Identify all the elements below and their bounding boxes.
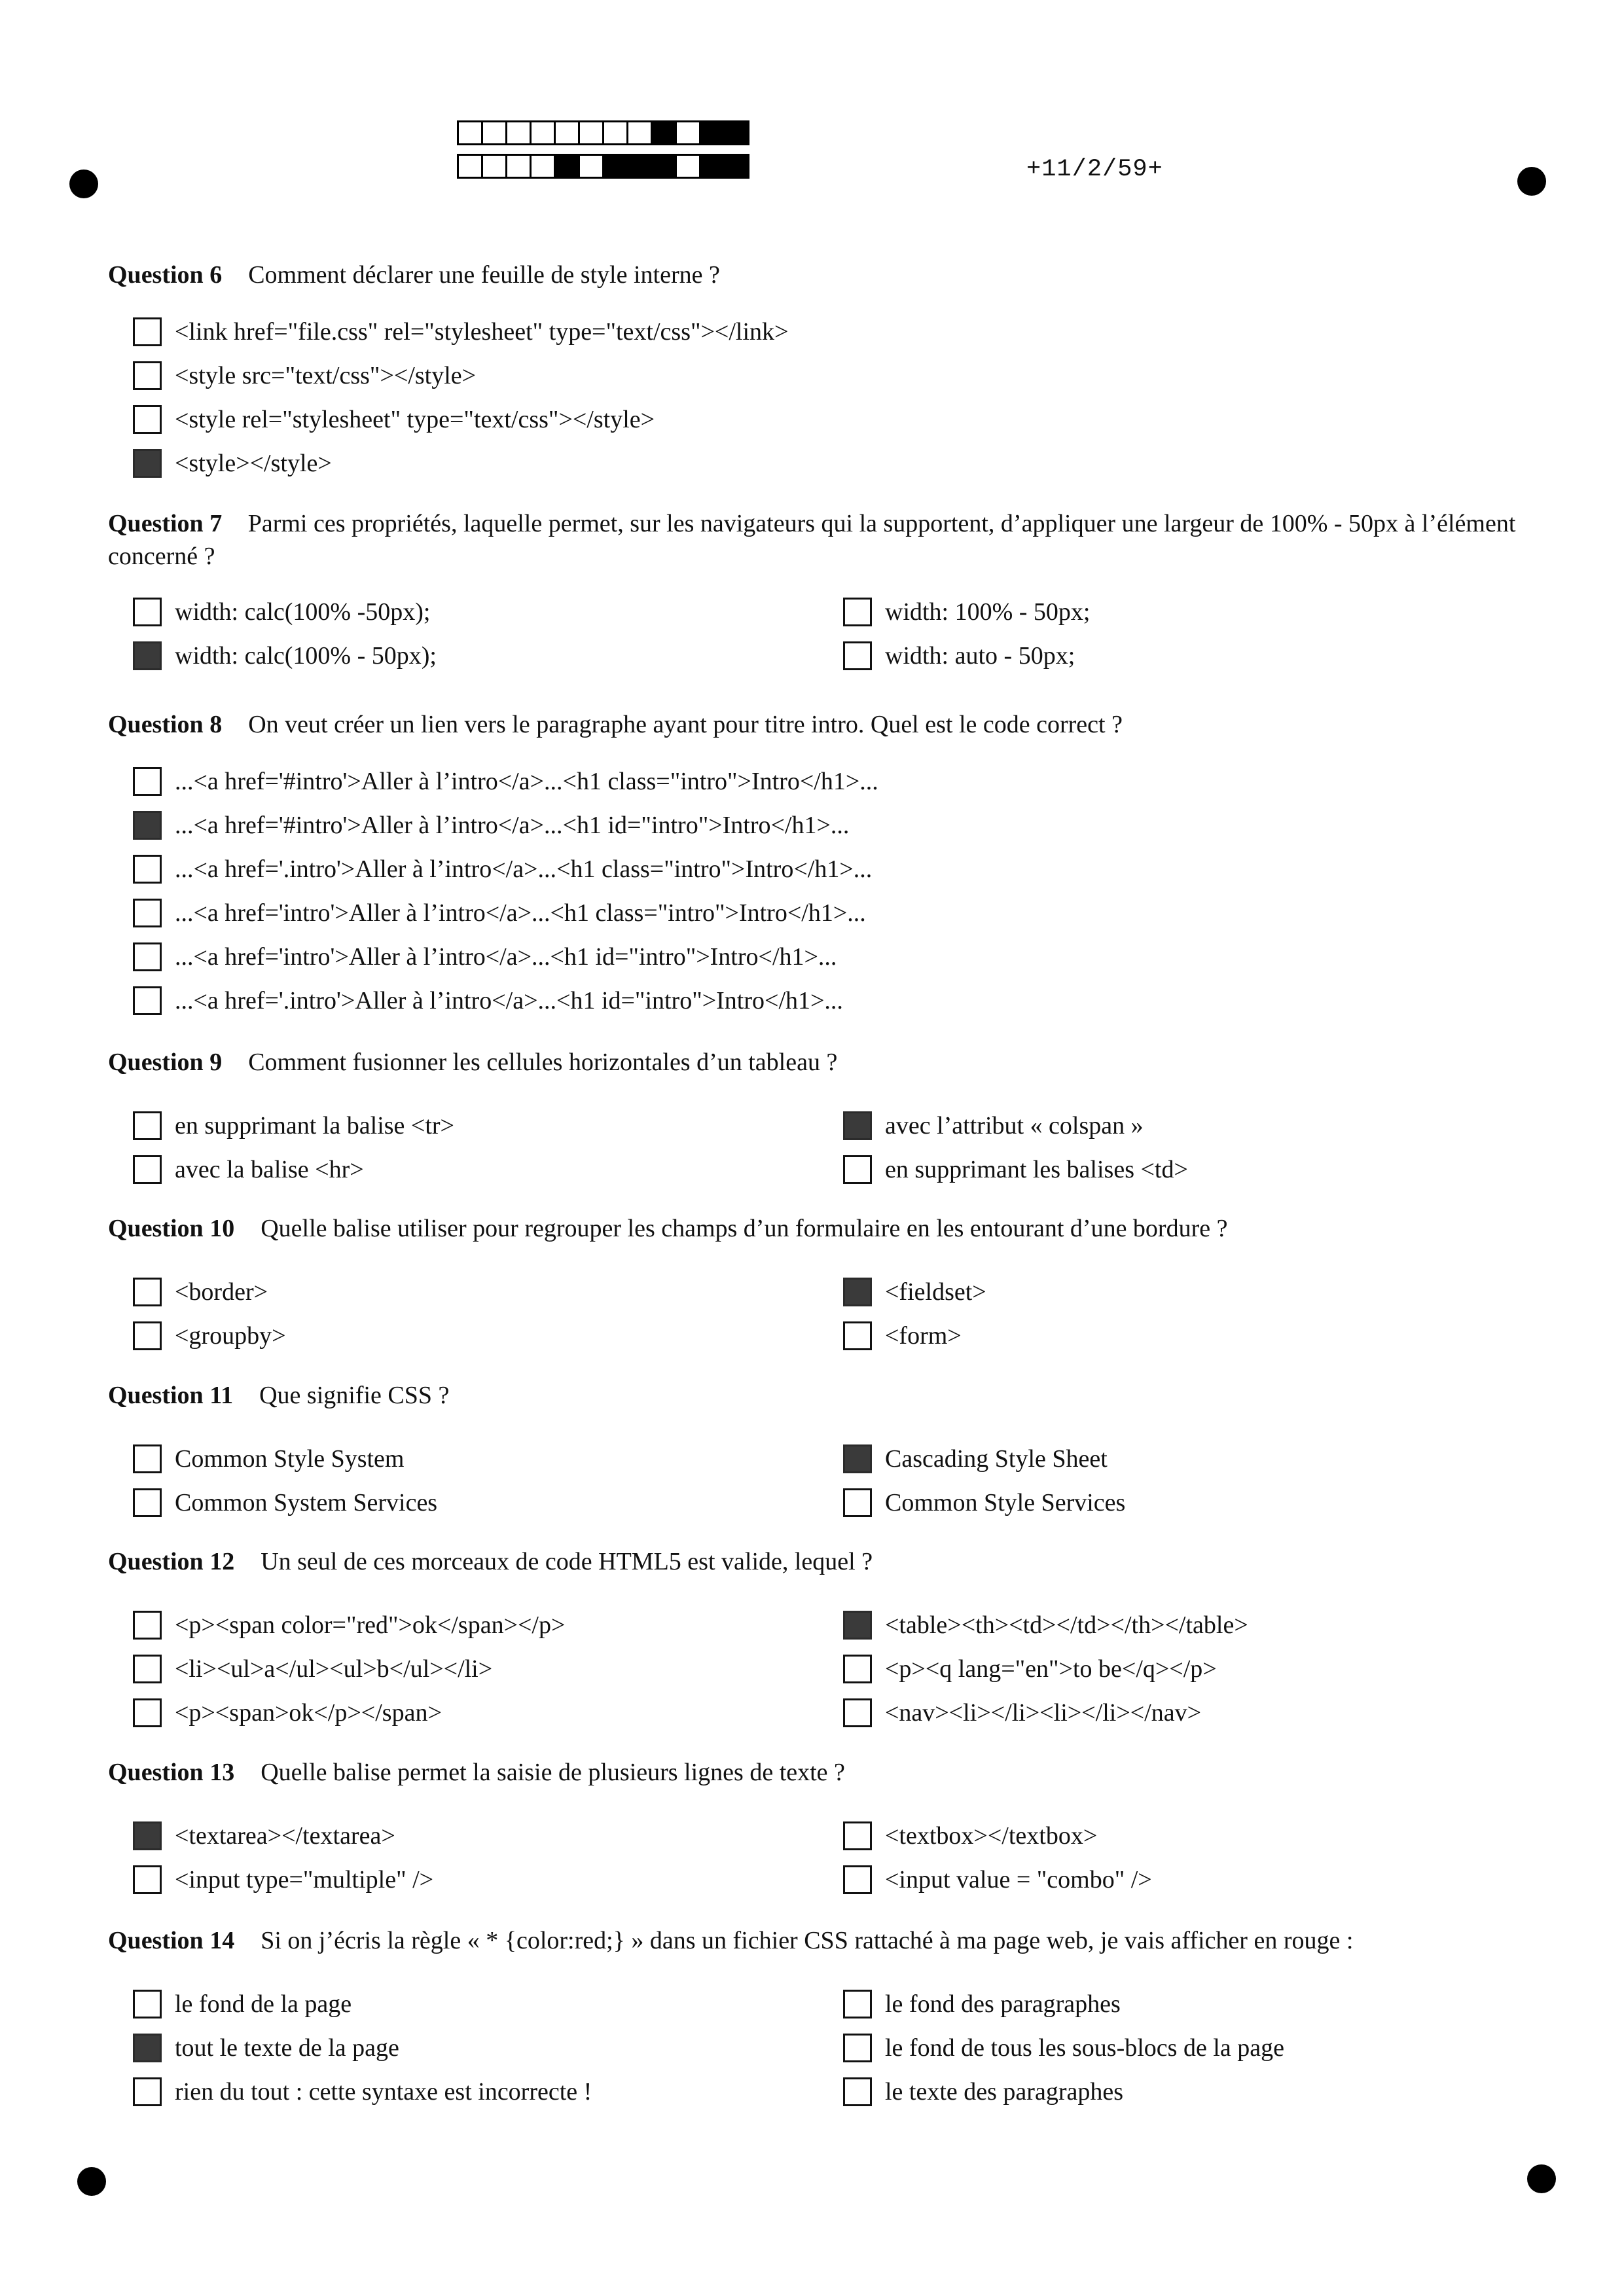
checkbox[interactable]: [133, 1155, 162, 1184]
barcode-cell: [530, 120, 556, 145]
checkbox[interactable]: [133, 641, 162, 670]
answer-list: [108, 1103, 1528, 1191]
checkbox[interactable]: [843, 1821, 872, 1850]
barcode-cell: [457, 154, 483, 179]
answer-option[interactable]: [108, 891, 1528, 935]
checkbox[interactable]: [843, 641, 872, 670]
question-14: [108, 1924, 1528, 2113]
checkbox[interactable]: [133, 2077, 162, 2106]
checkbox[interactable]: [133, 449, 162, 478]
question-text: Parmi ces propriétés, laquelle permet, sur les navigateurs qui la supportent, d’appliquer une largeur de 100% - 50px à l’élément concerné ?: [108, 510, 1516, 570]
barcode-cell: [626, 154, 653, 179]
checkbox[interactable]: [843, 1611, 872, 1640]
answer-label: tout le texte de la page: [175, 2034, 399, 2062]
answer-label: ...<a href='intro'>Aller à l’intro</a>...<h1 class="intro">Intro</h1>...: [175, 899, 866, 927]
barcode-cell: [626, 120, 653, 145]
answer-option[interactable]: [108, 1647, 818, 1691]
answer-label: Common Style System: [175, 1444, 405, 1473]
checkbox[interactable]: [133, 1278, 162, 1306]
barcode-cell: [723, 120, 749, 145]
question-number: Question 8: [108, 711, 223, 738]
answer-label: <li><ul>a</ul><ul>b</ul></li>: [175, 1655, 493, 1683]
registration-mark-bottom-right: [1527, 2164, 1556, 2193]
answer-label: le fond de tous les sous-blocs de la page: [885, 2034, 1284, 2062]
checkbox[interactable]: [843, 1321, 872, 1350]
answer-label: <groupby>: [175, 1321, 286, 1350]
question-6: [108, 259, 1528, 485]
answer-option[interactable]: [818, 1691, 1528, 1734]
answer-option[interactable]: [108, 1147, 818, 1191]
question-text: Que signifie CSS ?: [259, 1382, 450, 1409]
barcode-cell: [505, 154, 532, 179]
checkbox[interactable]: [843, 1155, 872, 1184]
answer-list: [108, 1603, 1528, 1734]
barcode-row-1: [457, 120, 748, 147]
barcode-cell: [530, 154, 556, 179]
barcode-cell: [578, 154, 604, 179]
checkbox[interactable]: [133, 1444, 162, 1473]
answer-option[interactable]: [108, 847, 1528, 891]
checkbox[interactable]: [133, 1655, 162, 1683]
answer-label: <fieldset>: [885, 1278, 986, 1306]
question-text: Quelle balise permet la saisie de plusieurs lignes de texte ?: [261, 1759, 845, 1786]
answer-option[interactable]: [108, 1814, 818, 1857]
question-7: [108, 507, 1528, 677]
answer-label: en supprimant la balise <tr>: [175, 1111, 454, 1139]
answer-label: avec la balise <hr>: [175, 1155, 364, 1183]
barcode-cell: [602, 120, 628, 145]
question-number: Question 9: [108, 1049, 223, 1076]
answer-label: Common System Services: [175, 1488, 438, 1516]
answer-option[interactable]: [818, 1857, 1528, 1901]
answer-label: Common Style Services: [885, 1488, 1126, 1516]
answer-option[interactable]: [818, 634, 1528, 677]
answer-label: ...<a href='intro'>Aller à l’intro</a>...<h1 id="intro">Intro</h1>...: [175, 942, 837, 971]
checkbox[interactable]: [843, 1278, 872, 1306]
answer-list: [108, 1270, 1528, 1357]
checkbox[interactable]: [843, 1865, 872, 1894]
checkbox[interactable]: [843, 1655, 872, 1683]
barcode-cell: [699, 120, 725, 145]
question-text: Un seul de ces morceaux de code HTML5 est valide, lequel ?: [261, 1548, 873, 1575]
answer-label: <form>: [885, 1321, 962, 1350]
answer-label: en supprimant les balises <td>: [885, 1155, 1188, 1183]
answer-option[interactable]: [818, 1314, 1528, 1357]
answer-option[interactable]: [108, 1103, 818, 1147]
question-text: Quelle balise utiliser pour regrouper les champs d’un formulaire en les entourant d’une bordure ?: [261, 1215, 1228, 1242]
answer-label: ...<a href='.intro'>Aller à l’intro</a>...<h1 class="intro">Intro</h1>...: [175, 855, 873, 883]
checkbox[interactable]: [843, 2077, 872, 2106]
checkbox[interactable]: [133, 767, 162, 796]
answer-option[interactable]: [108, 2070, 818, 2113]
barcode-cell: [481, 154, 507, 179]
answer-option[interactable]: [818, 1982, 1528, 2026]
answer-label: <input value = "combo" />: [885, 1865, 1152, 1893]
answer-option[interactable]: [818, 1437, 1528, 1480]
answer-label: width: calc(100% - 50px);: [175, 641, 437, 670]
answer-label: <p><q lang="en">to be</q></p>: [885, 1655, 1217, 1683]
answer-list: [108, 310, 1528, 485]
answer-label: <nav><li></li><li></li></nav>: [885, 1698, 1202, 1727]
answer-option[interactable]: [108, 590, 818, 634]
answer-option[interactable]: [818, 1270, 1528, 1314]
question-number: Question 6: [108, 261, 223, 289]
question-text: On veut créer un lien vers le paragraphe ayant pour titre intro. Quel est le code correct ?: [248, 711, 1123, 738]
answer-label: le fond de la page: [175, 1990, 352, 2018]
checkbox[interactable]: [133, 811, 162, 840]
answer-option[interactable]: [108, 978, 1528, 1022]
barcode-cell: [651, 154, 677, 179]
checkbox[interactable]: [133, 1698, 162, 1727]
answer-option[interactable]: [818, 2026, 1528, 2070]
answer-label: le fond des paragraphes: [885, 1990, 1121, 2018]
answer-label: <input type="multiple" />: [175, 1865, 434, 1893]
answer-option[interactable]: [818, 1103, 1528, 1147]
barcode-cell: [651, 120, 677, 145]
answer-label: ...<a href='#intro'>Aller à l’intro</a>...<h1 id="intro">Intro</h1>...: [175, 811, 850, 839]
answer-option[interactable]: [818, 1603, 1528, 1647]
checkbox[interactable]: [843, 1698, 872, 1727]
answer-label: <border>: [175, 1278, 268, 1306]
checkbox[interactable]: [843, 598, 872, 626]
answer-option[interactable]: [108, 353, 1528, 397]
answer-label: <p><span color="red">ok</span></p>: [175, 1611, 566, 1639]
checkbox[interactable]: [133, 2034, 162, 2062]
barcode-cell: [457, 120, 483, 145]
answer-option[interactable]: [818, 2070, 1528, 2113]
question-10: [108, 1212, 1528, 1357]
question-9: [108, 1046, 1528, 1191]
answer-option[interactable]: [108, 1480, 818, 1524]
answer-label: <textbox></textbox>: [885, 1821, 1098, 1850]
question-12: [108, 1545, 1528, 1734]
answer-label: rien du tout : cette syntaxe est incorrecte !: [175, 2077, 592, 2106]
checkbox[interactable]: [133, 942, 162, 971]
answer-option[interactable]: [108, 935, 1528, 978]
answer-option[interactable]: [108, 441, 1528, 485]
answer-label: avec l’attribut « colspan »: [885, 1111, 1144, 1139]
answer-list: [108, 1982, 1528, 2113]
answer-label: <style src="text/css"></style>: [175, 361, 477, 389]
answer-label: ...<a href='#intro'>Aller à l’intro</a>...<h1 class="intro">Intro</h1>...: [175, 767, 878, 795]
answer-list: [108, 590, 1528, 677]
checkbox[interactable]: [843, 2034, 872, 2062]
checkbox[interactable]: [133, 1865, 162, 1894]
checkbox[interactable]: [133, 1611, 162, 1640]
answer-label: <table><th><td></td></th></table>: [885, 1611, 1248, 1639]
answer-option[interactable]: [108, 310, 1528, 353]
answer-list: [108, 1437, 1528, 1524]
barcode-cell: [723, 154, 749, 179]
registration-mark-top-right: [1517, 167, 1546, 196]
registration-mark-top-left: [69, 170, 98, 198]
answer-option[interactable]: [108, 1857, 818, 1901]
answer-label: <style rel="stylesheet" type="text/css"></style>: [175, 405, 655, 433]
question-text: Si on j’écris la règle « * {color:red;} » dans un fichier CSS rattaché à ma page web, je vais afficher en rouge :: [261, 1927, 1354, 1954]
question-number: Question 13: [108, 1759, 235, 1786]
answer-label: <style></style>: [175, 449, 332, 477]
checkbox[interactable]: [843, 1488, 872, 1517]
answer-option[interactable]: [108, 634, 818, 677]
question-number: Question 14: [108, 1927, 235, 1954]
answer-label: <p><span>ok</p></span>: [175, 1698, 442, 1727]
checkbox[interactable]: [843, 1111, 872, 1140]
checkbox[interactable]: [133, 986, 162, 1015]
answer-option[interactable]: [108, 1691, 818, 1734]
answer-option[interactable]: [108, 2026, 818, 2070]
answer-list: [108, 1814, 1528, 1901]
copy-identifier: +11/2/59+: [1026, 156, 1163, 183]
answer-label: <textarea></textarea>: [175, 1821, 395, 1850]
question-8: [108, 708, 1528, 1022]
barcode-cell: [505, 120, 532, 145]
barcode-cell: [675, 120, 701, 145]
answer-option[interactable]: [108, 1603, 818, 1647]
checkbox[interactable]: [133, 1821, 162, 1850]
checkbox[interactable]: [133, 405, 162, 434]
question-text: Comment déclarer une feuille de style interne ?: [248, 261, 720, 289]
barcode-cell: [602, 154, 628, 179]
barcode-cell: [554, 154, 580, 179]
checkbox[interactable]: [843, 1444, 872, 1473]
question-number: Question 11: [108, 1382, 234, 1409]
barcode-cell: [699, 154, 725, 179]
answer-option[interactable]: [818, 1647, 1528, 1691]
checkbox[interactable]: [133, 899, 162, 927]
checkbox[interactable]: [133, 361, 162, 390]
answer-label: le texte des paragraphes: [885, 2077, 1123, 2106]
answer-option[interactable]: [108, 397, 1528, 441]
checkbox[interactable]: [133, 1321, 162, 1350]
question-number: Question 12: [108, 1548, 235, 1575]
answer-option[interactable]: [818, 1814, 1528, 1857]
answer-option[interactable]: [108, 803, 1528, 847]
barcode-row-2: [457, 154, 748, 180]
answer-option[interactable]: [108, 1314, 818, 1357]
answer-option[interactable]: [818, 1147, 1528, 1191]
question-11: [108, 1379, 1528, 1524]
checkbox[interactable]: [133, 1488, 162, 1517]
checkbox[interactable]: [133, 1990, 162, 2018]
answer-option[interactable]: [818, 1480, 1528, 1524]
answer-option[interactable]: [108, 1982, 818, 2026]
answer-label: width: 100% - 50px;: [885, 598, 1091, 626]
question-13: [108, 1756, 1528, 1901]
barcode-cell: [675, 154, 701, 179]
answer-label: width: calc(100% -50px);: [175, 598, 431, 626]
answer-label: width: auto - 50px;: [885, 641, 1075, 670]
registration-mark-bottom-left: [77, 2167, 106, 2196]
question-number: Question 10: [108, 1215, 235, 1242]
answer-option[interactable]: [108, 759, 1528, 803]
checkbox[interactable]: [133, 855, 162, 884]
checkbox[interactable]: [133, 1111, 162, 1140]
answer-option[interactable]: [818, 590, 1528, 634]
question-text: Comment fusionner les cellules horizontales d’un tableau ?: [248, 1049, 838, 1076]
checkbox[interactable]: [133, 598, 162, 626]
answer-option[interactable]: [108, 1437, 818, 1480]
answer-list: [108, 759, 1528, 1022]
question-number: Question 7: [108, 510, 223, 537]
checkbox[interactable]: [843, 1990, 872, 2018]
barcode-cell: [481, 120, 507, 145]
checkbox[interactable]: [133, 317, 162, 346]
barcode-cell: [578, 120, 604, 145]
answer-label: Cascading Style Sheet: [885, 1444, 1108, 1473]
barcode-cell: [554, 120, 580, 145]
answer-option[interactable]: [108, 1270, 818, 1314]
answer-label: <link href="file.css" rel="stylesheet" type="text/css"></link>: [175, 317, 789, 346]
answer-label: ...<a href='.intro'>Aller à l’intro</a>...<h1 id="intro">Intro</h1>...: [175, 986, 843, 1014]
